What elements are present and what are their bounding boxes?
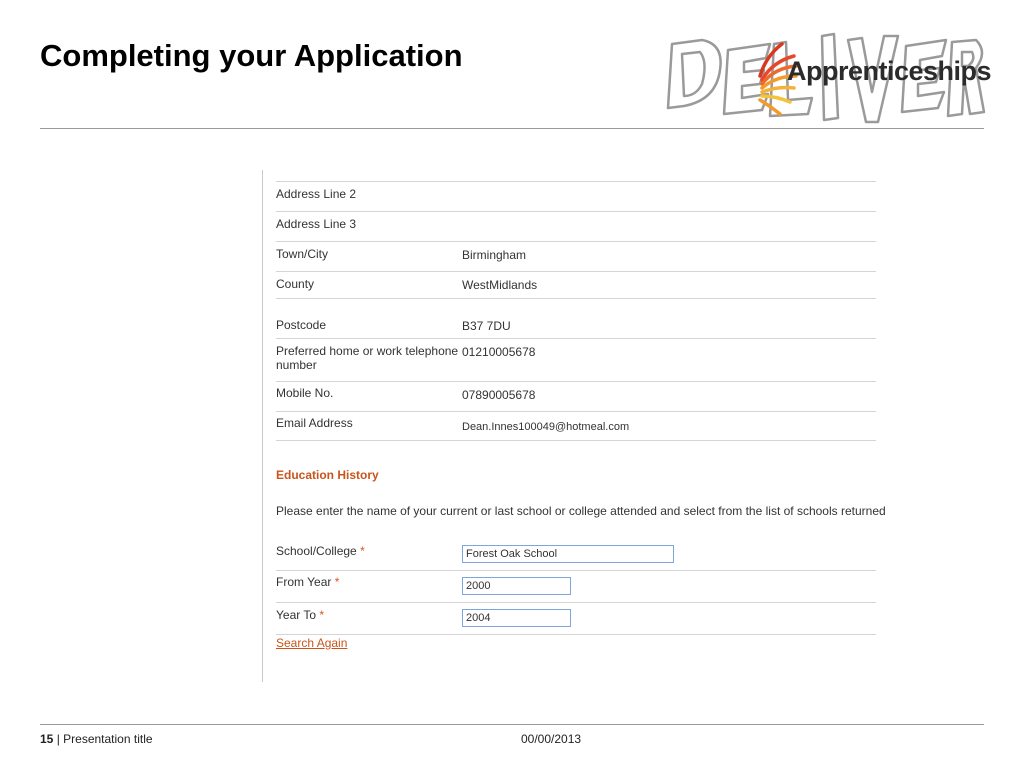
slide-title: Completing your Application: [40, 38, 463, 73]
year-to-input[interactable]: 2004: [462, 609, 571, 627]
required-marker: *: [360, 544, 365, 558]
school-college-label: [276, 544, 365, 558]
from-year-label: [276, 575, 339, 589]
mobile-value: 07890005678: [462, 388, 536, 402]
row-divider: [276, 241, 876, 242]
postcode-value: B37 7DU: [462, 319, 511, 333]
footer-separator: |: [53, 732, 64, 746]
search-again-link[interactable]: Search Again: [276, 636, 348, 650]
telephone-value: 01210005678: [462, 345, 536, 359]
town-city-label: Town/City: [276, 247, 329, 261]
row-divider: [276, 211, 876, 212]
education-history-heading: Education History: [276, 468, 379, 482]
footer-divider: [40, 724, 984, 725]
address-line-3-label: Address Line 3: [276, 217, 357, 231]
row-divider: [276, 634, 876, 635]
presentation-title: Presentation title: [63, 732, 153, 746]
email-label: Email Address: [276, 416, 353, 430]
telephone-label-line2: number: [276, 358, 317, 372]
row-divider: [276, 602, 876, 603]
row-divider: [276, 570, 876, 571]
email-value: Dean.Innes100049@hotmeal.com: [462, 421, 630, 433]
year-to-label: [276, 608, 324, 622]
header-divider: [40, 128, 984, 129]
year-to-label-text: Year To: [276, 608, 317, 622]
row-divider: [276, 440, 876, 441]
row-divider: [276, 271, 876, 272]
town-city-value: Birmingham: [462, 248, 527, 262]
row-divider: [276, 298, 876, 299]
from-year-input[interactable]: 2000: [462, 577, 571, 595]
required-marker: *: [319, 608, 325, 622]
telephone-label-line1: Preferred home or work telephone: [276, 344, 459, 358]
mobile-label: Mobile No.: [276, 386, 334, 400]
postcode-label: Postcode: [276, 318, 327, 332]
application-form: [262, 170, 886, 682]
apprenticeships-logo: [662, 22, 992, 127]
page-number: 15: [40, 732, 54, 746]
footer-page-info: [40, 732, 153, 746]
county-value: WestMidlands: [462, 278, 538, 292]
school-college-input[interactable]: Forest Oak School: [462, 545, 674, 563]
from-year-label-text: From Year: [276, 575, 332, 589]
logo-wordmark: Apprenticeships: [787, 56, 992, 86]
county-label: County: [276, 277, 315, 291]
panel-border: [262, 170, 263, 682]
row-divider: [276, 181, 876, 182]
address-line-2-label: Address Line 2: [276, 187, 357, 201]
row-divider: [276, 338, 876, 339]
school-college-label-text: School/College: [276, 544, 357, 558]
required-marker: *: [334, 575, 340, 589]
footer-date: 00/00/2013: [521, 732, 582, 746]
row-divider: [276, 381, 876, 382]
education-instructions: Please enter the name of your current or last school or college attended and select from the list of schools returned: [276, 504, 886, 518]
row-divider: [276, 411, 876, 412]
